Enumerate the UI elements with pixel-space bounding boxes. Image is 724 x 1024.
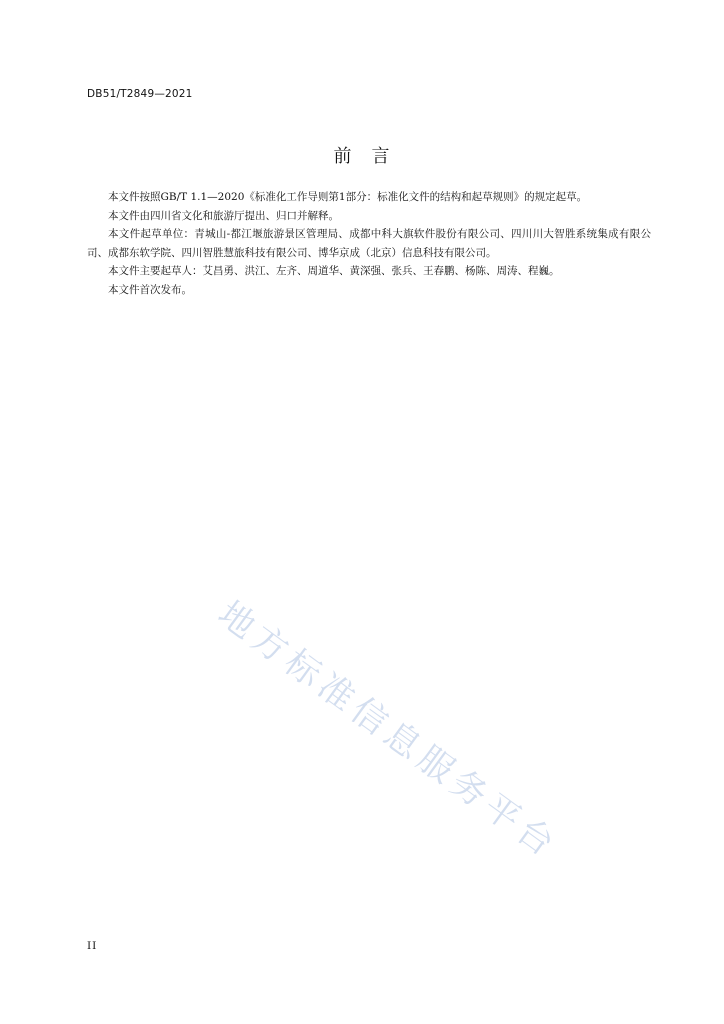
paragraph-drafters: 本文件主要起草人：艾昌勇、洪江、左齐、周道华、黄深强、张兵、王春鹏、杨陈、周涛、程巍。 (108, 265, 560, 278)
watermark: 地方标准信息服务平台 (210, 594, 566, 868)
page-title: 前 言 (333, 146, 391, 167)
paragraph-drafting-units: 本文件起草单位：青城山-都江堰旅游景区管理局、成都中科大旗软件股份有限公司、四川川大智胜系统集成有限公司、成都东软学院、四川智胜慧旅科技有限公司、博华京成（北京）信息科技有限公司。 (87, 228, 651, 259)
foreword-body (87, 188, 651, 300)
paragraph-drafting-rules: 本文件按照GB/T 1.1—2020《标准化工作导则第1部分：标准化文件的结构和起草规则》的规定起草。 (108, 191, 588, 203)
paragraph-proposer: 本文件由四川省文化和旅游厅提出、归口并解释。 (108, 209, 339, 222)
page-number: II (87, 940, 98, 952)
standard-code: DB51/T2849—2021 (87, 88, 193, 100)
paragraph-first-release: 本文件首次发布。 (108, 283, 192, 296)
